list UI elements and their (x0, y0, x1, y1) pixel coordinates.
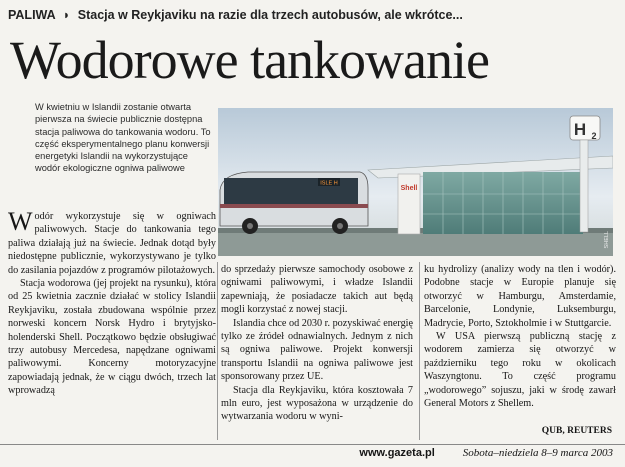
article-paragraph: Stacja dla Reykjaviku, która kosztowała 7 mln euro, jest wyposażona w urządzenie do wytwarzania wodoru w wyni- (221, 384, 413, 423)
column-divider (419, 262, 420, 440)
byline: QUB, REUTERS (541, 426, 612, 436)
article-paragraph: Islandia chce od 2030 r. pozyskiwać energię tylko ze źródeł odnawialnych. Jednym z nich są ogniwa paliwowe. Projekt konwersji transportu Islandii na ogniwa paliwowe jest sponsorowany przez UE. (221, 317, 414, 383)
h2-sign: H (573, 120, 587, 139)
column-divider (217, 262, 218, 440)
section-marker-icon: ◗ (62, 8, 71, 22)
article-column-2 (221, 263, 413, 424)
footer-date: Sobota–niedziela 8–9 marca 2003 (462, 447, 613, 459)
headline: Wodorowe tankowanie (10, 30, 489, 90)
lead-paragraph: W kwietniu w Islandii zostanie otwarta pierwsza na świecie publicznie dostępna stacja paliwowa do tankowania wodoru. To część eksperymentalnego planu konwersji energetyki Islandii na wykorzystujące wodór ekologiczne ogniwa paliwowe (35, 102, 211, 174)
h2-sign-subscript: 2 (591, 131, 597, 141)
article-paragraph: ku hydrolizy (analizy wody na tlen i wodór). Podobne stacje w Europie planuje się otworzyć w Hamburgu, Amsterdamie, Barcelonie, Londynie, Luksemburgu, Madrycie, Porto, Sztokholmie i w Stuttgarcie. (424, 264, 616, 329)
article-column-3 (424, 263, 616, 410)
hydrogen-station-illustration (218, 108, 613, 256)
article-paragraph: Wodór wykorzystuje się w ogniwach paliwowych. Stacje do tankowania tego paliwa działają już na świecie. Jednak dotąd były niedostępne publicznie, wykorzystywano je tylko do zasilania pojazdów z programów pilotażowych. (8, 207, 216, 276)
article-paragraph: do sprzedaży pierwsze samochody osobowe z ogniwami paliwowymi, i władze Islandii zapewniają, że posiadacze takich aut będą mogli korzystać z nowej stacji. (221, 264, 413, 316)
top-line (8, 8, 617, 22)
article-column-1 (8, 207, 216, 398)
article-paragraph: W USA pierwszą publiczną stację z wodorem zamierza się otworzyć w październiku tego roku w okolicach Waszyngtonu. To część programu „wodorowego” sojuszu, jaki w środę zawarł General Motors z Shellem. (424, 331, 616, 410)
photo-credit: SHELL (604, 230, 610, 248)
article-paragraph: Stacja wodorowa (jej projekt na rysunku), która od 25 kwietnia zacznie działać w stolicy Islandii Reykjaviku, została zbudowana wspólnie przez norweski koncern Norsk Hydro i brytyjsko-holenderski Shell. Początkowo będzie obsługiwać trzy autobusy Mercedesa, napędzane ogniwami paliwowymi. Koncerny motoryzacyjne zapowiadają jednak, że w ciągu dwóch, trzech lat wprowadzą (8, 278, 216, 397)
kicker: Stacja w Reykjaviku na razie dla trzech autobusów, ale wkrótce... (77, 8, 463, 22)
drop-cap: W (8, 207, 33, 236)
article-photo (218, 108, 613, 256)
shell-sign: Shell (400, 185, 418, 192)
section-tag: PALIWA (8, 8, 56, 22)
page-footer (0, 445, 613, 461)
footer-website-link[interactable]: www.gazeta.pl (359, 447, 435, 459)
bus-destination-display: ISLE H (320, 180, 338, 187)
